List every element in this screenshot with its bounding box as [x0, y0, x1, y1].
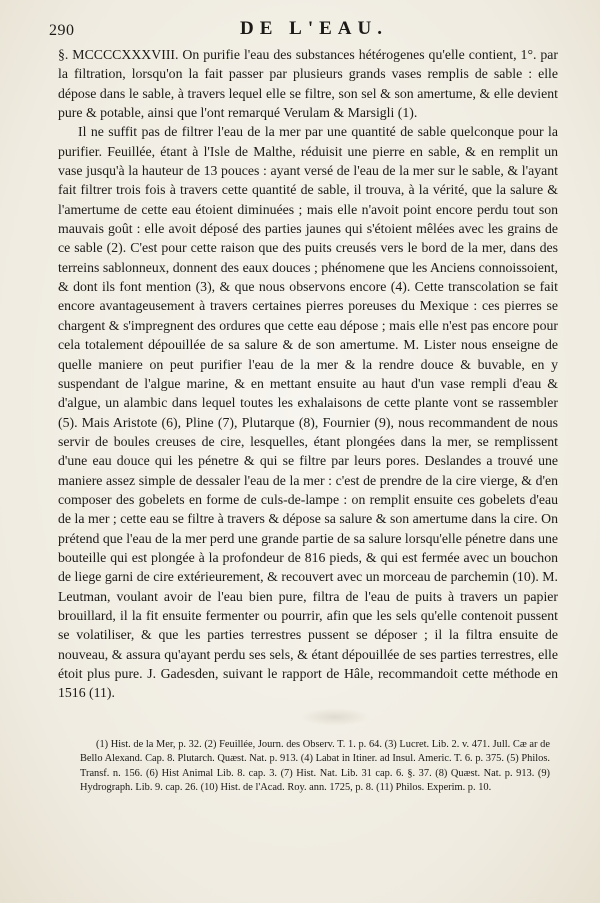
body-text [58, 45, 558, 703]
footnotes [80, 738, 550, 796]
running-head [0, 18, 600, 44]
paper-stain [300, 708, 370, 726]
page-number: 290 [49, 22, 75, 39]
paragraph-2: Il ne suffit pas de filtrer l'eau de la mer par une quantité de sable quelconque pour la purifier. Feuillée, étant à l'Isle de Malthe, réduisit une pierre en sable, & en remplit un vase jusqu'à la hauteur de 13 pouces : ayant versé de l'eau de la mer sur le sable, & l'ayant fait filtrer trois fois à travers cette quantité de sable, il trouva, à la vérité, que la salure & l'amertume de cette eau étoient diminuées ; mais elle n'avoit point encore perdu tout son mauvais goût : elle avoit déposé des parties jaunes qui s'étoient mêlées avec les grains de ce sable (2). C'est pour cette raison que des puits creusés vers le bord de la mer, dans des terreins sablonneux, donnent des eaux douces ; phénomene que les Anciens connoissoient, & dont ils font mention (3), & que nous observons encore (4). Cette transcolation se fait encore avantageusement à travers certaines pierres poreuses du Mexique : ces pierres se chargent & s'impregnent des ordures que cette eau dépose ; mais elle n'est pas encore pour cela totalement dépouillée de sa salure & de son amertume. M. Lister nous enseigne de quelle maniere on peut purifier l'eau de la mer & la rendre douce & buvable, en y suspendant de l'algue marine, & en mettant ensuite au haut d'un vase rempli d'eau & d'algue, un alambic dans lequel toutes les exhalaisons de cette plante vont se rassembler (5). Mais Aristote (6), Pline (7), Plutarque (8), Fournier (9), nous recommandent de nous servir de boules creuses de cire, lesquelles, étant plongées dans la mer, se remplissent d'une eau douce qui les pénetre & qui se filtre par leurs pores. Deslandes a trouvé une maniere assez simple de dessaler l'eau de la mer : c'est de prendre de la cire vierge, & d'en composer des gobelets en forme de culs-de-lampe : on remplit ensuite ces gobelets d'eau de la mer ; cette eau se filtre à travers & dépose sa salure & son amertume dans la cire. On prétend que l'eau de la mer perd une grande partie de sa salure lorsqu'elle pénetre dans une bouteille qui est plongée à la profondeur de 816 pieds, & qui est fermée avec un bouchon de liege garni de cire extérieurement, & recouvert avec un morceau de parchemin (10). M. Leutman, voulant avoir de l'eau bien pure, filtra de l'eau de puits à travers un papier brouillard, il la fit ensuite fermenter ou pourrir, afin que les sels qu'elle contenoit pussent se volatiliser, & que les parties terrestres pussent se déposer ; il la filtra ensuite de nouveau, & assura qu'ayant perdu ses sels, & étant dépouillée de ses parties terrestres, elle étoit plus pure. J. Gadesden, suivant le rapport de Hâle, recommandoit cette méthode en 1516 (11). [58, 124, 558, 701]
paragraph-1: §. MCCCCXXXVIII. On purifie l'eau des substances hétérogenes qu'elle contient, 1°. par la filtration, lorsqu'on la fait passer par plusieurs grands vases remplis de sable : elle dépose dans le sable, à travers lequel elle se filtre, son sel & son amertume, & elle devient pure & potable, ainsi que l'ont remarqué Verulam & Marsigli (1). [58, 47, 558, 121]
page-title: DE L'EAU. [240, 18, 388, 39]
footnote-text: (1) Hist. de la Mer, p. 32. (2) Feuillée, Journ. des Observ. T. 1. p. 64. (3) Lucret. Lib. 2. v. 471. Jull. Cæ ar de Bello Alexand. Cap. 8. Plutarch. Quæst. Nat. p. 913. (4) Labat in Itiner. ad Insul. Americ. T. 6. p. 375. (5) Philos. Transf. n. 156. (6) Hist Animal Lib. 8. cap. 3. (7) Hist. Nat. Lib. 31 cap. 6. §. 37. (8) Quæst. Nat. p. 913. (9) Hydrograph. Lib. 9. cap. 26. (10) Hist. de l'Acad. Roy. ann. 1725, p. 8. (11) Philos. Experim. p. 10. [80, 739, 550, 794]
